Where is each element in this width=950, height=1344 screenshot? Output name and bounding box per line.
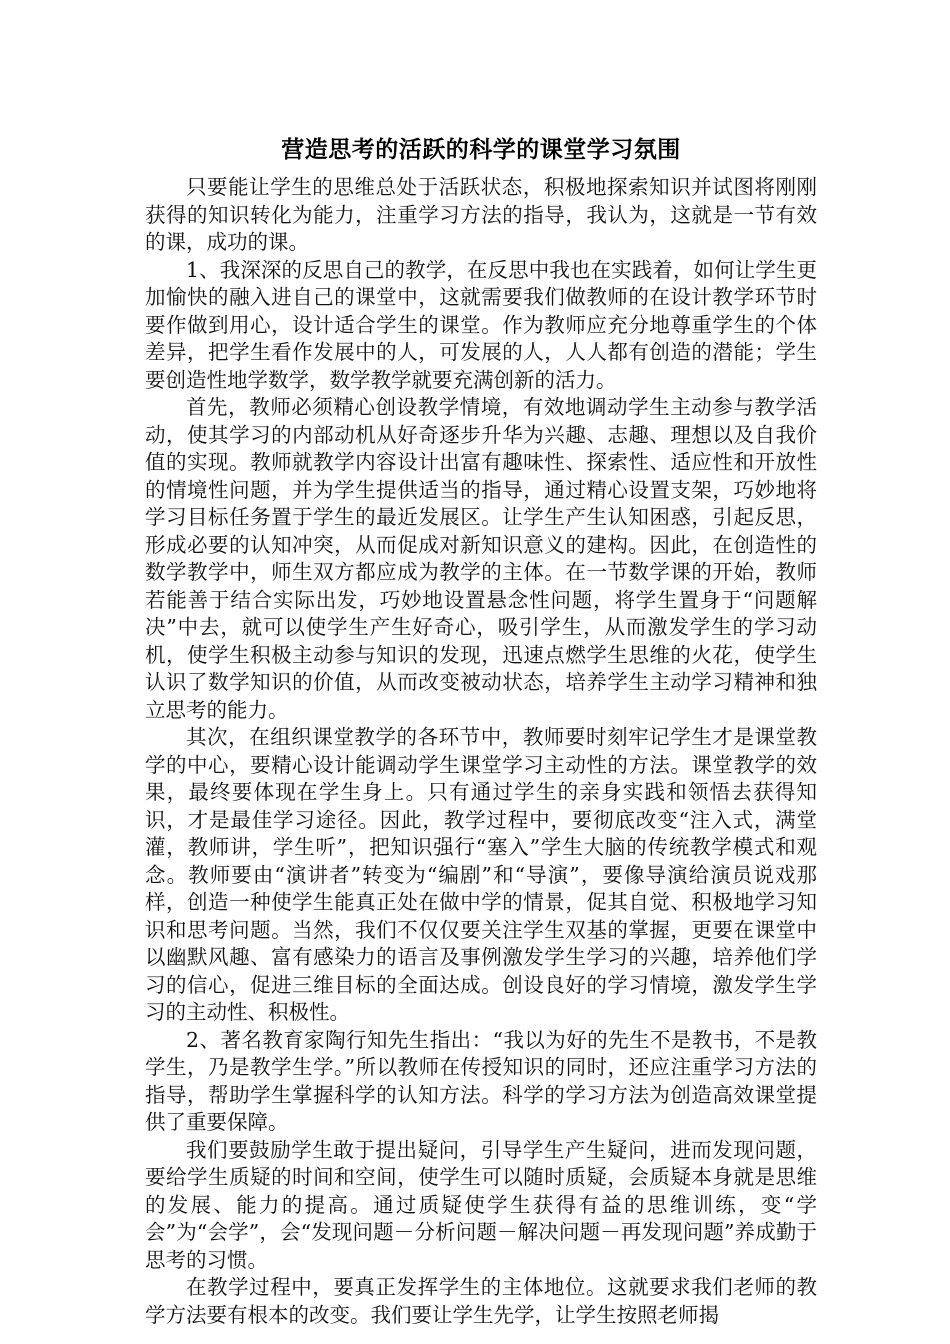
paragraph-reflection: 1、我深深的反思自己的教学，在反思中我也在实践着，如何让学生更加愉快的融入进自己的课堂中，这就需要我们做教师的在设计教学环节时要作做到用心，设计适合学生的课堂。作为教师应充分地尊重学生的个体差异，把学生看作发展中的人，可发展的人，人人都有创造的潜能；学生要创造性地学数学，数学教学就要充满创新的活力。	[145, 257, 817, 392]
paragraph-tao-xingzhi-quote: 2、著名教育家陶行知先生指出：“我以为好的先生不是教书，不是教学生，乃是教学生学。”所以教师在传授知识的同时，还应注重学习方法的指导，帮助学生掌握科学的认知方法。科学的学习方法为创造高效课堂提供了重要保障。	[145, 1027, 817, 1134]
paragraph-second-classroom: 其次，在组织课堂教学的各环节中，教师要时刻牢记学生才是课堂教学的中心，要精心设计能调动学生课堂学习主动性的方法。课堂教学的效果，最终要体现在学生身上。只有通过学生的亲身实践和领悟去获得知识，才是最佳学习途径。因此，教学过程中，要彻底改变“注入式，满堂灌，教师讲，学生听”，把知识强行“塞入”学生大脑的传统教学模式和观念。教师要由“演讲者”转变为“编剧”和“导演”，要像导演给演员说戏那样，创造一种使学生能真正处在做中学的情景，促其自觉、积极地学习知识和思考问题。当然，我们不仅仅要关注学生双基的掌握，更要在课堂中以幽默风趣、富有感染力的语言及事例激发学生学习的兴趣，培养他们学习的信心，促进三维目标的全面达成。创设良好的学习情境，激发学生学习的主动性、积极性。	[145, 725, 817, 1024]
document-title: 营造思考的活跃的科学的课堂学习氛围	[281, 137, 681, 163]
paragraph-questioning: 我们要鼓励学生敢于提出疑问，引导学生产生疑问，进而发现问题，要给学生质疑的时间和空间，使学生可以随时质疑，会质疑本身就是思维的发展、能力的提高。通过质疑使学生获得有益的思维训练，变“学会”为“会学”，会“发现问题－分析问题－解决问题－再发现问题”养成勤于思考的习惯。	[145, 1137, 817, 1272]
paragraph-first-situation: 首先，教师必须精心创设教学情境，有效地调动学生主动参与教学活动，使其学习的内部动机从好奇逐步升华为兴趣、志趣、理想以及自我价值的实现。教师就教学内容设计出富有趣味性、探索性、适应性和开放性的情境性问题，并为学生提供适当的指导，通过精心设置支架，巧妙地将学习目标任务置于学生的最近发展区。让学生产生认知困惑，引起反思，形成必要的认知冲突，从而促成对新知识意义的建构。因此，在创造性的数学教学中，师生双方都应成为教学的主体。在一节数学课的开始，教师若能善于结合实际出发，巧妙地设置悬念性问题，将学生置身于“问题解决”中去，就可以使学生产生好奇心，吸引学生，从而激发学生的学习动机，使学生积极主动参与知识的发现，迅速点燃学生思维的火花，使学生认识了数学知识的价值，从而改变被动状态，培养学生主动学习精神和独立思考的能力。	[145, 395, 817, 722]
paragraph-intro: 只要能让学生的思维总处于活跃状态，积极地探索知识并试图将刚刚获得的知识转化为能力，注重学习方法的指导，我认为，这就是一节有效的课，成功的课。	[145, 175, 817, 254]
document-body	[145, 134, 817, 1329]
paragraph-student-subject: 在教学过程中，要真正发挥学生的主体地位。这就要求我们老师的教学方法要有根本的改变。我们要让学生先学，让学生按照老师揭	[145, 1275, 817, 1327]
